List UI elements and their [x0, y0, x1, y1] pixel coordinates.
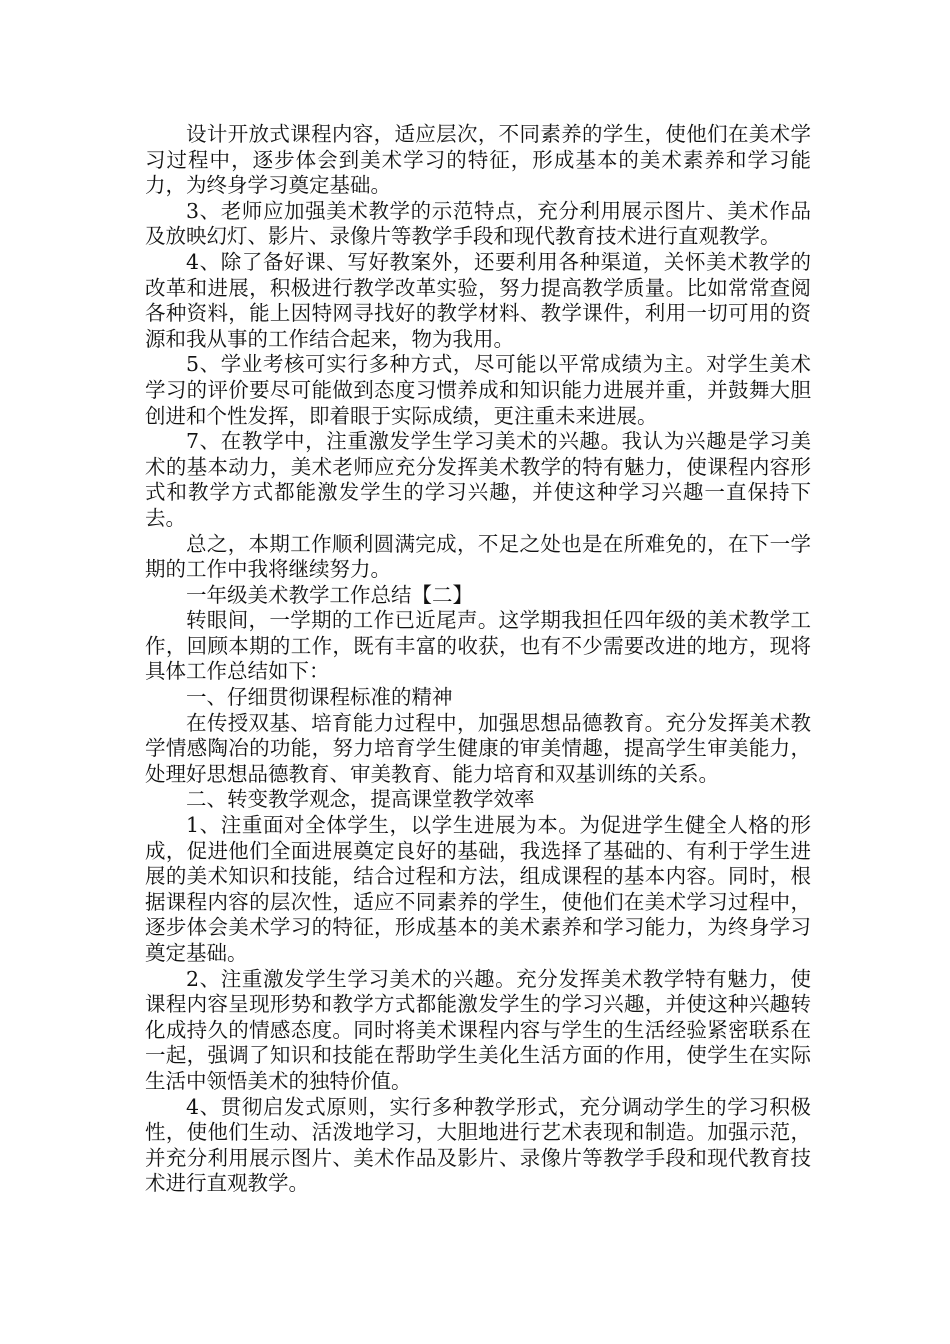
paragraph-open-curriculum: 设计开放式课程内容，适应层次，不同素养的学生，使他们在美术学习过程中，逐步体会到美术学习的特征，形成基本的美术素养和学习能力，为终身学习奠定基础。 [145, 122, 811, 198]
heading-section-two: 二、转变教学观念，提高课堂教学效率 [186, 787, 535, 812]
section-title-summary-two: 一年级美术教学工作总结【二】 [186, 582, 473, 607]
paragraph-item-4-lesson-prep: 4、除了备好课、写好教案外，还要利用各种渠道，关怀美术教学的改革和进展，积极进行教学改革实验，努力提高教学质量。比如常常查阅各种资料，能上因特网寻找好的教学材料、教学课件，利用一切可用的资源和我从事的工作结合起来，物为我用。 [145, 249, 811, 351]
paragraph-intro-semester: 转眼间，一学期的工作已近尾声。这学期我担任四年级的美术教学工作，回顾本期的工作，既有丰富的收获，也有不少需要改进的地方，现将具体工作总结如下： [145, 608, 811, 684]
paragraph-item-4-heuristic: 4、贯彻启发式原则，实行多种教学形式，充分调动学生的学习积极性，使他们生动、活泼地学习，大胆地进行艺术表现和制造。加强示范，并充分利用展示图片、美术作品及影片、录像片等教学手段和现代教育技术进行直观教学。 [145, 1094, 811, 1196]
paragraph-item-5-assessment: 5、学业考核可实行多种方式，尽可能以平常成绩为主。对学生美术学习的评价要尽可能做到态度习惯养成和知识能力进展并重，并鼓舞大胆创进和个性发挥，即着眼于实际成绩，更注重未来进展。 [145, 352, 811, 428]
paragraph-item-3-demonstration: 3、老师应加强美术教学的示范特点，充分利用展示图片、美术作品及放映幻灯、影片、录像片等教学手段和现代教育技术进行直观教学。 [145, 198, 811, 249]
paragraph-item-1-all-students: 1、注重面对全体学生，以学生进展为本。为促进学生健全人格的形成，促进他们全面进展奠定良好的基础，我选择了基础的、有利于学生进展的美术知识和技能，结合过程和方法，组成课程的基本内容。同时，根据课程内容的层次性，适应不同素养的学生，使他们在美术学习过程中，逐步体会美术学习的特征，形成基本的美术素养和学习能力，为终身学习奠定基础。 [145, 813, 811, 965]
paragraph-item-7-interest: 7、在教学中，注重激发学生学习美术的兴趣。我认为兴趣是学习美术的基本动力，美术老师应充分发挥美术教学的特有魅力，使课程内容形式和教学方式都能激发学生的学习兴趣，并使这种学习兴趣一直保持下去。 [145, 429, 811, 530]
heading-section-one: 一、仔细贯彻课程标准的精神 [186, 685, 453, 710]
paragraph-item-2-interest: 2、注重激发学生学习美术的兴趣。充分发挥美术教学特有魅力，使课程内容呈现形势和教学方式都能激发学生的学习兴趣，并使这种兴趣转化成持久的情感态度。同时将美术课程内容与学生的生活经验紧密联系在一起，强调了知识和技能在帮助学生美化生活方面的作用，使学生在实际生活中领悟美术的独特价值。 [145, 966, 811, 1093]
paragraph-conclusion: 总之，本期工作顺利圆满完成，不足之处也是在所难免的，在下一学期的工作中我将继续努力。 [145, 531, 811, 582]
document-page [145, 122, 811, 1197]
paragraph-moral-education: 在传授双基、培育能力过程中，加强思想品德教育。充分发挥美术教学情感陶冶的功能，努力培育学生健康的审美情趣，提高学生审美能力，处理好思想品德教育、审美教育、能力培育和双基训练的关系。 [145, 710, 811, 786]
